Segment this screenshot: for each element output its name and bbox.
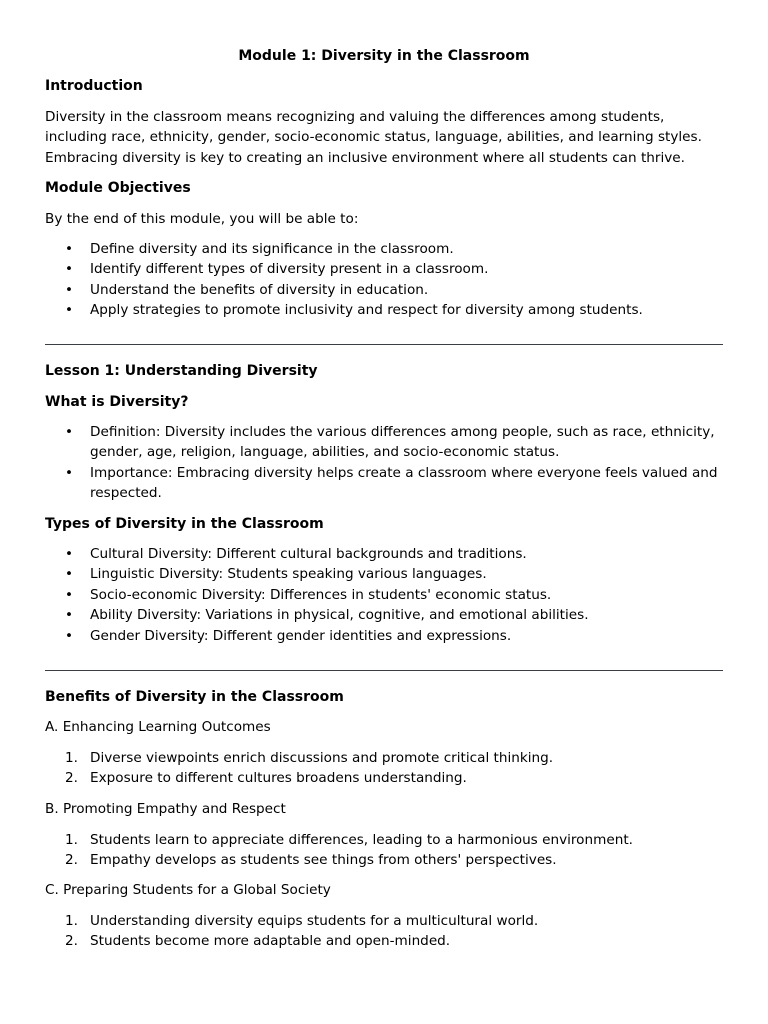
list-item: • Apply strategies to promote inclusivity and respect for diversity among students. xyxy=(45,300,725,320)
list-item: • Socio-economic Diversity: Differences in students' economic status. xyxy=(45,585,725,605)
list-item: 1. Students learn to appreciate differences, leading to a harmonious environment. xyxy=(65,832,633,848)
section-divider xyxy=(45,670,723,671)
types-of-diversity-list xyxy=(45,544,725,646)
list-item: • Ability Diversity: Variations in physical, cognitive, and emotional abilities. xyxy=(45,605,725,625)
benefit-list xyxy=(45,830,725,871)
benefit-section-title: C. Preparing Students for a Global Society xyxy=(45,882,331,898)
list-item: • Identify different types of diversity present in a classroom. xyxy=(45,259,725,279)
objectives-lead: By the end of this module, you will be able to: xyxy=(45,211,359,227)
introduction-text: Diversity in the classroom means recognizing and valuing the differences among students, including race, ethnicity, gender, socio-economic status, language, abilities, and learning styles. Embracing diversity is key to creating an inclusive environment where all students can thrive. xyxy=(45,109,702,166)
section-divider xyxy=(45,344,723,345)
benefit-list xyxy=(45,748,725,789)
lesson1-heading: Lesson 1: Understanding Diversity xyxy=(45,363,318,379)
what-is-diversity-list xyxy=(45,422,725,504)
benefits-heading: Benefits of Diversity in the Classroom xyxy=(45,689,344,705)
benefit-section-title: A. Enhancing Learning Outcomes xyxy=(45,719,271,735)
list-item: • Understand the benefits of diversity in education. xyxy=(45,280,725,300)
list-item: • Gender Diversity: Different gender identities and expressions. xyxy=(45,626,725,646)
list-item: 1. Understanding diversity equips students for a multicultural world. xyxy=(65,913,539,929)
what-is-diversity-heading: What is Diversity? xyxy=(45,394,189,410)
objectives-list xyxy=(45,239,725,321)
list-item: 2. Students become more adaptable and open-minded. xyxy=(65,933,451,950)
types-of-diversity-heading: Types of Diversity in the Classroom xyxy=(45,516,324,532)
list-item: • Cultural Diversity: Different cultural backgrounds and traditions. xyxy=(45,544,725,564)
introduction-heading: Introduction xyxy=(45,78,143,94)
benefit-section-title: B. Promoting Empathy and Respect xyxy=(45,801,286,817)
list-item: • Definition: Diversity includes the various differences among people, such as race, ethnicity, gender, age, religion, language, abilities, and socio-economic status. xyxy=(45,422,725,463)
benefit-list xyxy=(45,911,725,952)
list-item: 2. Exposure to different cultures broadens understanding. xyxy=(65,770,467,787)
list-item: • Define diversity and its significance in the classroom. xyxy=(45,239,725,259)
list-item: • Importance: Embracing diversity helps create a classroom where everyone feels valued and respected. xyxy=(45,463,725,504)
page-title: Module 1: Diversity in the Classroom xyxy=(238,48,530,64)
list-item: 1. Diverse viewpoints enrich discussions and promote critical thinking. xyxy=(65,750,554,766)
list-item: • Linguistic Diversity: Students speaking various languages. xyxy=(45,564,725,584)
objectives-heading: Module Objectives xyxy=(45,180,191,196)
list-item: 2. Empathy develops as students see things from others' perspectives. xyxy=(65,852,557,869)
